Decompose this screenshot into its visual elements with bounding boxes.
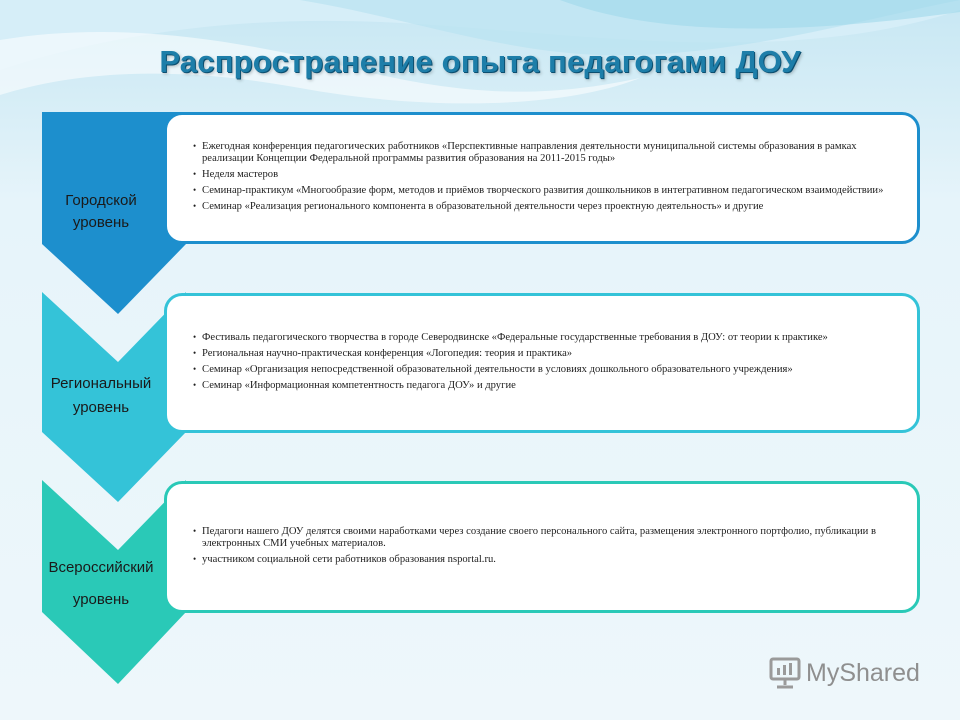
- level-2-item-1: • Фестиваль педагогического творчества в городе Северодвинске «Федеральные государственные требования в ДОУ: от теории к практике»: [193, 331, 905, 344]
- level-3-box: [164, 481, 920, 613]
- level-1-label-line-2: уровень: [72, 214, 130, 231]
- level-1-item-2: • Неделя мастеров: [193, 168, 905, 181]
- level-2-item-4: • Семинар «Информационная компетентность педагога ДОУ» и другие: [193, 379, 905, 392]
- level-1-label: [40, 190, 162, 234]
- level-1-label-line-1: Городской: [65, 192, 137, 209]
- level-2-label-line-1: Региональный: [50, 375, 152, 392]
- level-3-label-line-2: уровень: [72, 591, 130, 608]
- level-3-label: [40, 552, 162, 616]
- level-3-label-line-1: Всероссийский: [48, 559, 154, 576]
- level-2-label-line-2: уровень: [72, 399, 130, 416]
- level-1-item-1: • Ежегодная конференция педагогических работников «Перспективные направления деятельности муниципальной системы образования в рамках реализации Концепции Федеральной программы развития образования на 2011-2015 годы»: [193, 140, 905, 165]
- watermark-text: MyShared: [806, 658, 920, 687]
- level-1-box: [164, 112, 920, 244]
- level-2-item-2: • Региональная научно-практическая конференция «Логопедия: теория и практика»: [193, 347, 905, 360]
- level-2-list: [193, 331, 905, 395]
- level-3-item-2: • участником социальной сети работников образования nsportal.ru.: [193, 553, 905, 566]
- level-1-item-3: • Семинар-практикум «Многообразие форм, методов и приёмов творческого развития дошкольников в интегративном педагогическом взаимодействии»: [193, 184, 905, 197]
- level-3-item-1: • Педагоги нашего ДОУ делятся своими наработками через создание своего персонального сайта, размещения электронного портфолио, публикации в электронных СМИ учебных материалов.: [193, 525, 905, 550]
- level-2-label: [40, 372, 162, 420]
- presentation-icon: [768, 656, 802, 690]
- level-2-item-3: • Семинар «Организация непосредственной образовательной деятельности в условиях дошкольного образовательного учреждения»: [193, 363, 905, 376]
- level-3-list: [193, 525, 905, 569]
- watermark-logo: [768, 656, 920, 690]
- level-1-item-4: • Семинар «Реализация регионального компонента в образовательной деятельности через проектную деятельность» и другие: [193, 200, 905, 213]
- level-1-list: [193, 140, 905, 216]
- level-2-box: [164, 293, 920, 433]
- page-title: Распространение опыта педагогами ДОУ: [159, 44, 801, 79]
